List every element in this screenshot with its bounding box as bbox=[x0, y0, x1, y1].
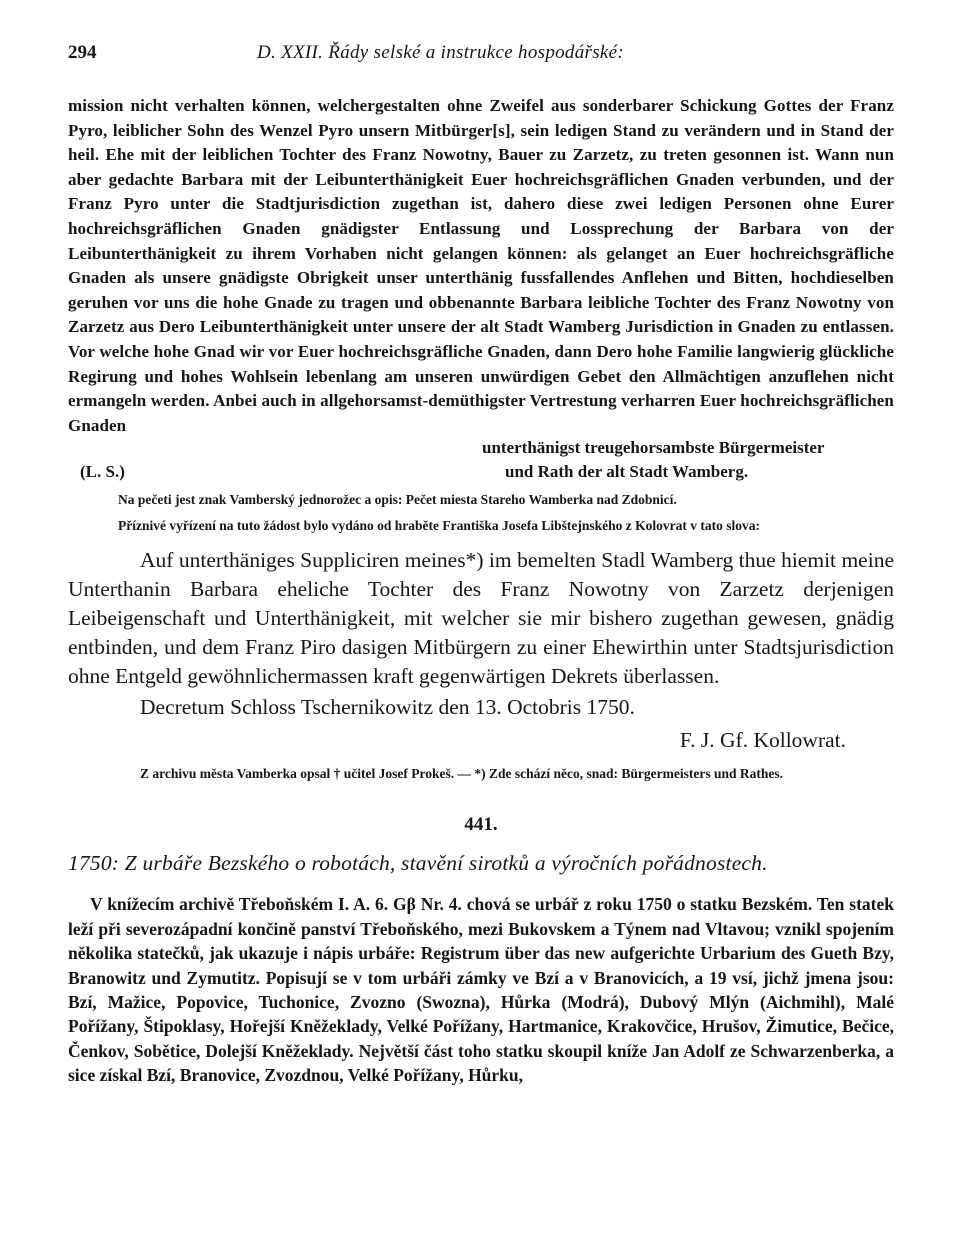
closing-line-1 bbox=[68, 438, 894, 462]
seal-note: Na pečeti jest znak Vamberský jednorožec a opis: Pečet miesta Stareho Wamberka nad Zdobnicí. bbox=[118, 492, 677, 508]
favorable-note: Příznivé vyřízení na tuto žádost bylo vydáno od hraběte Františka Josefa Libštejnského z Kolovrat v tato slova: bbox=[118, 518, 760, 534]
page-header bbox=[68, 40, 894, 70]
page-number: 294 bbox=[68, 42, 97, 63]
archive-source-note: Z archivu města Vamberka opsal † učitel Josef Prokeš. — *) Zde schází něco, snad: Bürgermeisters und Rathes. bbox=[140, 766, 783, 782]
document-number: 441. bbox=[464, 814, 498, 836]
document-title: 1750: Z urbáře Bezského o robotách, stavění sirotků a výročních pořádnostech. bbox=[68, 851, 768, 876]
petition-paragraph: mission nicht verhalten können, welchergestalten ohne Zweifel aus sonderbarer Schickung Gottes der Franz Pyro, leiblicher Sohn des Wenzel Pyro unsern Mitbürger[s], sein ledigen Stand zu verändern und in Stand der heil. Ehe mit der leiblichen Tochter des Franz Nowotny, Bauer zu Zarzetz, zu treten gesonnen ist. Wann nun aber gedachte Barbara mit der Leibunterthänigkeit Euer hochreichsgräflichen Gnaden verbunden, und der Franz Pyro unter die Stadtjurisdiction zugethan ist, dahero diese zwei ledigen Personen ohne Eurer hochreichsgräflichen Gnaden gnädigster Entlassung und Lossprechung der Barbara von der Leibunterthänigkeit zu ihrem Vorhaben nicht gelangen können: als gelanget an Euer hochreichsgräfliche Gnaden als unsere gnädigste Obrigkeit unser unterthänig fussfallendes Anflehen und Bitten, hochdieselben geruhen vor uns die hohe Gnade zu tragen und obbenannte Barbara leibliche Tochter des Franz Nowotny von Zarzetz aus Dero Leibunterthänigkeit unter unsere der alt Stadt Wamberg Jurisdiction in Gnaden zu entlassen. Vor welche hohe Gnad wir vor Euer hochreichsgräfliche Gnaden, dann Dero hohe Familie langwierig glückliche Regirung und hohes Wohlsein lebenlang am unseren unwürdigen Gebet den Allmächtigen anzuflehen nicht ermangeln werden. Anbei auch in allgehorsamst-demüthigster Vertrestung verharren Euer hochreichsgräflichen Gnaden bbox=[68, 96, 894, 435]
decretum-line: Decretum Schloss Tschernikowitz den 13. Octobris 1750. bbox=[140, 695, 635, 720]
closing-signatories: unterthänigst treugehorsambste Bürgermeister bbox=[482, 438, 825, 458]
running-head: D. XXII. Řády selské a instrukce hospodářské: bbox=[257, 42, 625, 63]
seal-mark: (L. S.) bbox=[80, 462, 125, 482]
decree-text: Auf unterthäniges Suppliciren meines*) im bemelten Stadl Wamberg thue hiemit meine Unterthanin Barbara eheliche Tochter des Franz Nowotny von Zarzetz derjenigen Leibeigenschaft und Unterthänigkeit, mit welcher sie mir bishero zugethan gewesen, gnädig entbinden, und dem Franz Piro dasigen Mitbürgern zu einer Ehewirthin unter Stadtsjurisdiction ohne Entgeld gewöhnlichermassen kraft gegenwärtigen Dekrets überlassen. bbox=[68, 548, 894, 689]
closing-line-2 bbox=[68, 462, 894, 486]
decree-signature: F. J. Gf. Kollowrat. bbox=[679, 728, 846, 753]
book-page bbox=[68, 40, 894, 1088]
document-body: V knížecím archivě Třeboňském I. A. 6. Gβ Nr. 4. chová se urbář z roku 1750 o statku Bezském. Ten statek leží při severozápadní končině panství Třeboňského, mezi Bukovskem a Týnem nad Vltavou; vznikl spojením několika statečků, jak ukazuje i nápis urbáře: Registrum über das new aufgerichte Urbarium des Gueth Bzy, Branowitz und Zymutitz. Popisují se v tom urbáři zámky ve Bzí a v Branovicích, a 19 vsí, jichž jmena jsou: Bzí, Mažice, Popovice, Tuchonice, Zvozno (Swozna), Hůrka (Modrá), Dubový Mlýn (Aichmihl), Malé Pořížany, Štipoklasy, Hořejší Kněžeklady, Velké Pořížany, Hartmanice, Krakovčice, Hrušov, Žimutice, Bečice, Čenkov, Sobětice, Dolejší Kněžeklady. Největší část toho statku skoupil kníže Jan Adolf ze Schwarzenberka, a sice získal Bzí, Branovice, Zvozdnou, Velké Pořížany, Hůrku, bbox=[68, 894, 894, 1086]
closing-council: und Rath der alt Stadt Wamberg. bbox=[505, 462, 749, 482]
